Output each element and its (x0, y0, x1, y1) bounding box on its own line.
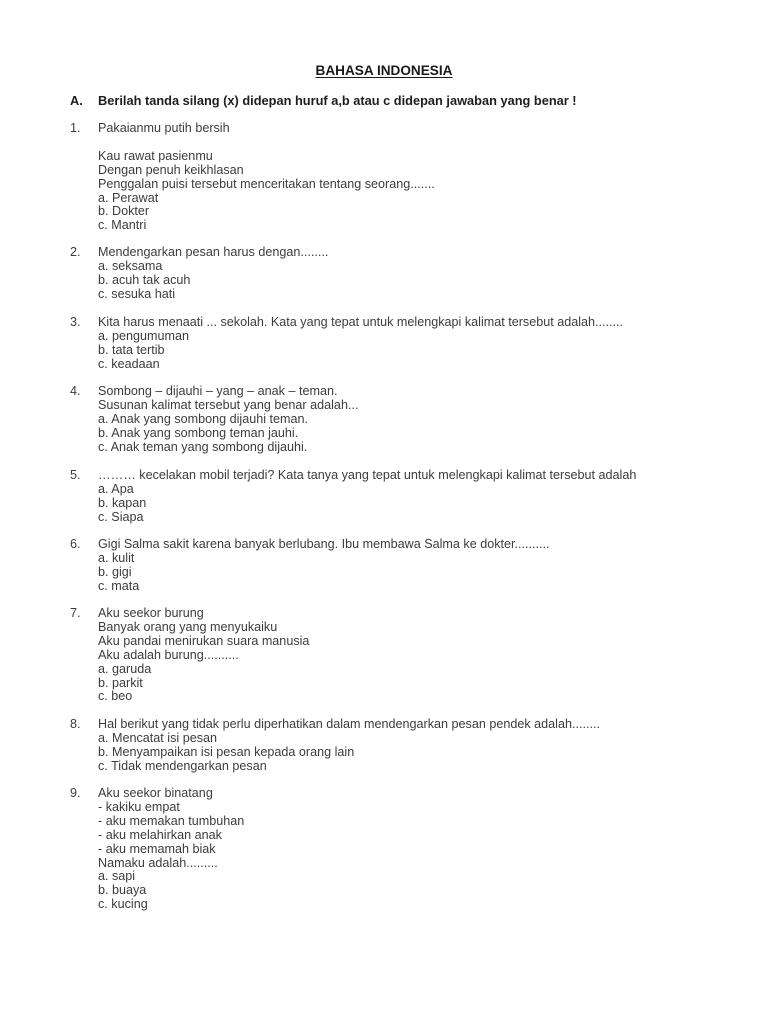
question-text (98, 136, 750, 150)
answer-option: c. mata (98, 578, 140, 593)
answer-option: a. kulit (98, 550, 135, 565)
question-text: Hal berikut yang tidak perlu diperhatikan dalam mendengarkan pesan pendek adalah........ (98, 717, 600, 731)
question-text: Susunan kalimat tersebut yang benar adalah... (98, 397, 359, 412)
question-item (70, 469, 750, 525)
section-letter: A. (70, 93, 83, 108)
question-body (98, 385, 750, 455)
question-item (70, 607, 750, 704)
question-number: 6. (70, 537, 81, 551)
question-body (98, 122, 750, 233)
clue-line: - aku memamah biak (98, 841, 216, 856)
question-body (98, 469, 750, 525)
answer-option: c. Tidak mendengarkan pesan (98, 758, 267, 773)
question-number: 8. (70, 717, 81, 731)
question-text: ……… kecelakan mobil terjadi? Kata tanya yang tepat untuk melengkapi kalimat tersebut adalah (98, 468, 637, 482)
answer-option: c. kucing (98, 897, 148, 912)
clue-line: - kakiku empat (98, 799, 180, 814)
clue-line: - aku melahirkan anak (98, 827, 222, 842)
answer-option: a. seksama (98, 258, 163, 273)
question-text: Namaku adalah......... (98, 855, 218, 870)
question-body (98, 718, 750, 774)
question-number: 2. (70, 245, 81, 259)
answer-option: a. pengumuman (98, 328, 190, 343)
question-item (70, 246, 750, 302)
question-text: Kau rawat pasienmu (98, 148, 213, 163)
question-number: 5. (70, 468, 81, 482)
answer-option: c. sesuka hati (98, 286, 176, 301)
answer-option: a. sapi (98, 869, 136, 884)
answer-option: c. Mantri (98, 218, 147, 233)
question-text: Kita harus menaati ... sekolah. Kata yang tepat untuk melengkapi kalimat tersebut adalah........ (98, 315, 624, 329)
answer-option: b. Menyampaikan isi pesan kepada orang lain (98, 744, 355, 759)
question-text: Mendengarkan pesan harus dengan........ (98, 245, 329, 259)
question-item (70, 316, 750, 372)
question-body (98, 607, 750, 704)
answer-option: b. acuh tak acuh (98, 272, 191, 287)
question-text: Gigi Salma sakit karena banyak berlubang. Ibu membawa Salma ke dokter.......... (98, 537, 550, 551)
question-number: 1. (70, 121, 81, 135)
question-text: Sombong – dijauhi – yang – anak – teman. (98, 384, 338, 398)
answer-option: b. Anak yang sombong teman jauhi. (98, 425, 299, 440)
question-body (98, 316, 750, 372)
answer-option: c. Siapa (98, 509, 144, 524)
answer-option: c. Anak teman yang sombong dijauhi. (98, 439, 308, 454)
question-body (98, 538, 750, 594)
answer-option: a. Apa (98, 481, 134, 496)
question-item (70, 122, 750, 233)
question-text: Aku pandai menirukan suara manusia (98, 633, 310, 648)
section-instruction-text: Berilah tanda silang (x) didepan huruf a,b atau c didepan jawaban yang benar ! (98, 93, 577, 108)
answer-option: a. garuda (98, 661, 152, 676)
answer-option: c. beo (98, 689, 133, 704)
question-text: Aku seekor binatang (98, 786, 213, 800)
question-text: Pakaianmu putih bersih (98, 121, 230, 135)
clue-line: - aku memakan tumbuhan (98, 813, 245, 828)
question-body (98, 246, 750, 302)
answer-option: c. keadaan (98, 356, 160, 371)
question-text: Aku seekor burung (98, 606, 204, 620)
answer-option: b. parkit (98, 675, 143, 690)
question-text: Dengan penuh keikhlasan (98, 162, 244, 177)
page-title: BAHASA INDONESIA (315, 63, 453, 78)
question-number: 7. (70, 606, 81, 620)
question-item (70, 787, 750, 912)
answer-option: b. kapan (98, 495, 147, 510)
question-body (98, 787, 750, 912)
answer-option: b. gigi (98, 564, 132, 579)
question-item (70, 718, 750, 774)
section-instruction (70, 93, 577, 109)
answer-option: b. Dokter (98, 204, 150, 219)
question-text: Aku adalah burung.......... (98, 647, 239, 662)
question-item (70, 538, 750, 594)
question-item (70, 385, 750, 455)
answer-option: a. Perawat (98, 190, 159, 205)
question-number: 3. (70, 315, 81, 329)
answer-option: b. buaya (98, 883, 147, 898)
answer-option: b. tata tertib (98, 342, 165, 357)
answer-option: a. Mencatat isi pesan (98, 730, 218, 745)
question-number: 4. (70, 384, 81, 398)
question-text: Banyak orang yang menyukaiku (98, 619, 278, 634)
question-text: Penggalan puisi tersebut menceritakan tentang seorang....... (98, 176, 435, 191)
answer-option: a. Anak yang sombong dijauhi teman. (98, 411, 309, 426)
question-number: 9. (70, 786, 81, 800)
